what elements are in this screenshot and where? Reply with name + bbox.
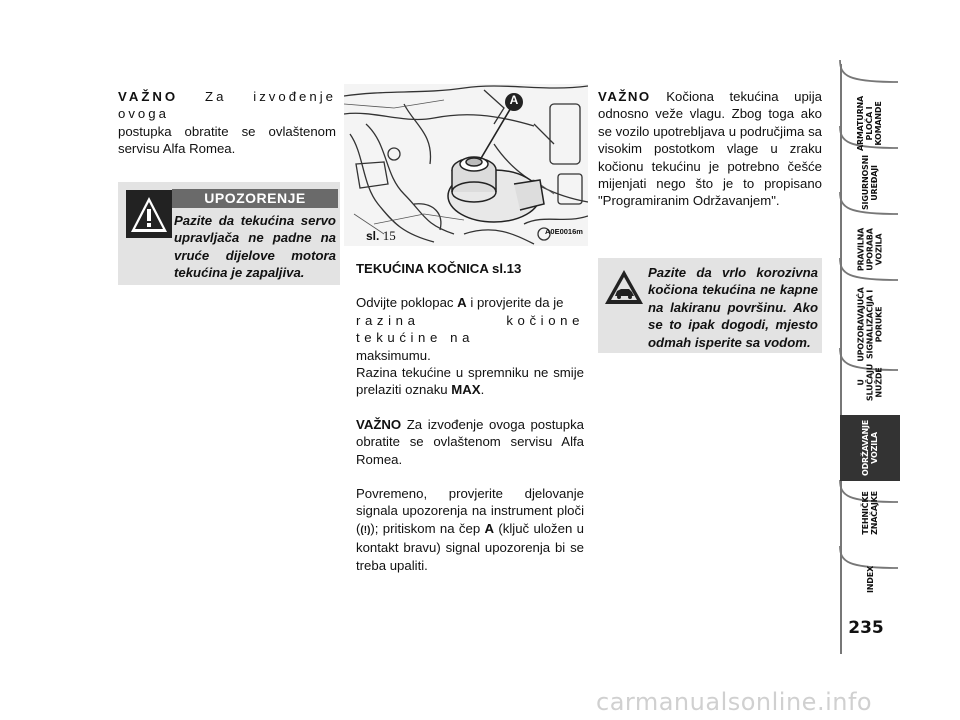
caution-text: Pazite da vrlo korozivna kočiona tekućina ne kapne na lakiranu površinu. Ako se to ipak dogodi, mjesto odmah isperite sa vodom. xyxy=(648,265,818,350)
callout-a-label: A xyxy=(509,93,519,107)
paragraph-signal: Povremeno, provjerite djelovanje signala upozorenja na instrument ploči ((!)); pritiskom na čep A (ključ uložen u kontakt bravu) signal upozorenja bi se trebа upaliti. xyxy=(356,486,584,573)
nav-tab-index[interactable]: INDEX xyxy=(865,565,875,593)
page-number: 235 xyxy=(848,618,884,638)
nav-tab-upozoravajuca[interactable]: UPOZORAVAJUĆA SIGNALIZACIJA I PORUKE xyxy=(856,286,884,362)
car-paint-triangle-icon xyxy=(604,268,644,306)
nav-tab-armaturna[interactable]: ARMATURNA PLOČA I KOMANDE xyxy=(856,95,884,151)
warning-box xyxy=(118,182,340,285)
note-text: postupka obratite se ovlaštenom servisu Alfa Romea. xyxy=(118,123,336,157)
warning-title: UPOZORENJE xyxy=(172,189,338,208)
nav-tab-tehnicke[interactable]: TEHNIČKE ZNAČAJKE xyxy=(861,491,879,535)
figure-caption: sl. 15 xyxy=(366,228,396,243)
paragraph-note: VAŽNO Za izvođenje ovoga postupka obratite se ovlaštenom servisu Alfa Romea. xyxy=(356,416,584,467)
nav-tab-pravilna[interactable]: PRAVILNA UPORABA VOZILA xyxy=(856,227,884,271)
engine-bay-figure xyxy=(344,84,588,246)
column-middle xyxy=(356,260,584,591)
nav-tab-nuzde[interactable]: U SLUČAJU NUŽDE xyxy=(856,363,884,401)
exclamation-triangle-icon xyxy=(126,190,172,238)
note-line-1: VAŽNO Za izvođenje ovoga xyxy=(118,89,336,122)
column-left xyxy=(118,88,336,158)
nav-tab-sigurnosni[interactable]: SIGURNOSNI UREĐAJI xyxy=(861,155,879,210)
column-right xyxy=(598,88,822,210)
watermark: carmanualsonline.info xyxy=(596,688,873,716)
note-label: VAŽNO xyxy=(118,89,179,104)
paragraph-check: Odvijte poklopac A i provjerite da je razina kočione tekućine na maksimumu. Razina tekućine u spremniku ne smije prelaziti oznaku MAX. xyxy=(356,295,584,398)
warning-text: Pazite da tekućina servo upravljača ne padne na vruće dijelove motora tekućina je zapaljiva. xyxy=(174,213,336,281)
nav-tab-odrzavanje[interactable]: ODRŽAVANJE VOZILA xyxy=(861,419,879,477)
caution-box xyxy=(598,258,822,353)
note-paragraph: VAŽNO Kočiona tekućina upija odnosno veže vlagu. Zbog toga ako se vozilo upotrebljava u područjima sa visokim postotkom vlage u zraku kočionu tekućinu je potrebno češće mijenjati nego što je to propisano "Programiranim Održavanjem". xyxy=(598,89,822,209)
figure-code: A0E0016m xyxy=(545,227,583,236)
section-heading: TEKUĆINA KOČNICA sl.13 xyxy=(356,261,522,276)
brake-warning-symbol: (!) xyxy=(360,524,371,536)
